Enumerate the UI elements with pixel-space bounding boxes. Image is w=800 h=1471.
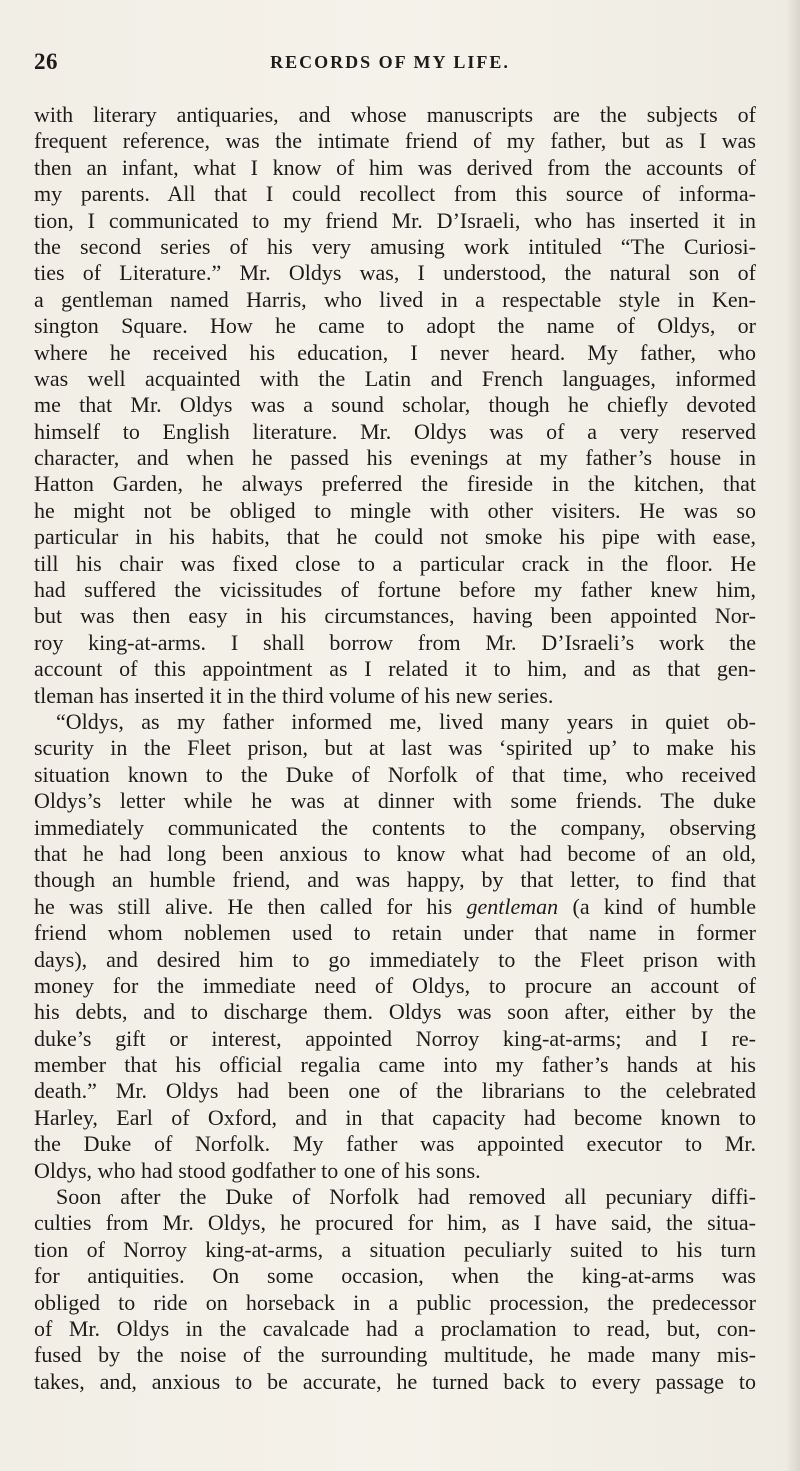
text-line: of Mr. Oldys in the cavalcade had a proclamation to read, but, con- [34, 1315, 756, 1341]
body-text [34, 102, 756, 1422]
text-line: tleman has inserted it in the third volume of his new series. [34, 682, 554, 708]
text-line: a gentleman named Harris, who lived in a respectable style in Ken- [34, 286, 756, 312]
text-line: that he had long been anxious to know what had become of an old, [34, 840, 756, 866]
text-line [34, 1395, 756, 1421]
text-line: friend whom noblemen used to retain under that name in former [34, 920, 756, 946]
text-line: was well acquainted with the Latin and French languages, informed [34, 365, 756, 391]
text-line: the second series of his very amusing work intituled “The Curiosi- [34, 233, 756, 259]
text-line: where he received his education, I never heard. My father, who [34, 339, 756, 365]
text-line: takes, and, anxious to be accurate, he turned back to every passage to [34, 1368, 756, 1394]
text-line: though an humble friend, and was happy, by that letter, to find that [34, 867, 756, 893]
text-line: till his chair was fixed close to a particular crack in the floor. He [34, 550, 756, 576]
text-line: Hatton Garden, he always preferred the fireside in the kitchen, that [34, 471, 756, 497]
text-line: “Oldys, as my father informed me, lived many years in quiet ob- [56, 708, 756, 734]
text-line: days), and desired him to go immediately to the Fleet prison with [34, 946, 756, 972]
text-line: his debts, and to discharge them. Oldys was soon after, either by the [34, 999, 756, 1025]
text-line: me that Mr. Oldys was a sound scholar, though he chiefly devoted [34, 392, 756, 418]
text-line: tion of Norroy king-at-arms, a situation peculiarly suited to his turn [34, 1236, 756, 1262]
text-line: he might not be obliged to mingle with other visiters. He was so [34, 497, 756, 523]
text-line: Soon after the Duke of Norfolk had removed all pecuniary diffi- [56, 1184, 756, 1210]
page-number: 26 [34, 49, 58, 74]
text-line: character, and when he passed his evenings at my father’s house in [34, 445, 756, 471]
running-head: RECORDS OF MY LIFE. [270, 52, 510, 72]
text-line: member that his official regalia came into my father’s hands at his [34, 1052, 756, 1078]
text-line: Harley, Earl of Oxford, and in that capacity had become known to [34, 1104, 756, 1130]
text-line: my parents. All that I could recollect from this source of informa- [34, 181, 756, 207]
text-line: roy king-at-arms. I shall borrow from Mr. D’Israeli’s work the [34, 629, 756, 655]
text-line: had suffered the vicissitudes of fortune before my father knew him, [34, 577, 756, 603]
text-line: with literary antiquaries, and whose manuscripts are the subjects of [34, 102, 756, 127]
text-line: fused by the noise of the surrounding multitude, he made many mis- [34, 1342, 756, 1368]
text-line: ties of Literature.” Mr. Oldys was, I understood, the natural son of [34, 260, 756, 286]
text-line: but was then easy in his circumstances, having been appointed Nor- [34, 603, 756, 629]
text-line: himself to English literature. Mr. Oldys was of a very reserved [34, 418, 756, 444]
text-line: scurity in the Fleet prison, but at last was ‘spirited up’ to make his [34, 735, 756, 761]
text-line: Oldys, who had stood godfather to one of his sons. [34, 1157, 481, 1183]
text-line: the Duke of Norfolk. My father was appointed executor to Mr. [34, 1131, 756, 1157]
text-line: then an infant, what I know of him was derived from the accounts of [34, 154, 756, 180]
page-header [34, 49, 746, 79]
text-line: obliged to ride on horseback in a public procession, the predecessor [34, 1289, 756, 1315]
text-line: death.” Mr. Oldys had been one of the librarians to the celebrated [34, 1078, 756, 1104]
text-line: culties from Mr. Oldys, he procured for him, as I have said, the situa- [34, 1210, 756, 1236]
text-line: situation known to the Duke of Norfolk of that time, who received [34, 761, 756, 787]
page-edge-shadow [786, 0, 800, 1471]
text-line: for antiquities. On some occasion, when the king-at-arms was [34, 1263, 756, 1289]
text-line: account of this appointment as I related it to him, and as that gen- [34, 656, 756, 682]
text-line: Oldys’s letter while he was at dinner with some friends. The duke [34, 788, 756, 814]
text-line: frequent reference, was the intimate friend of my father, but as I was [34, 128, 756, 154]
text-line: particular in his habits, that he could not smoke his pipe with ease, [34, 524, 756, 550]
text-line: he was still alive. He then called for his gentleman (a kind of humble [34, 893, 756, 919]
text-line: duke’s gift or interest, appointed Norroy king-at-arms; and I re- [34, 1025, 756, 1051]
italic-word: gentleman [466, 893, 559, 919]
text-line: immediately communicated the contents to the company, observing [34, 814, 756, 840]
text-line: sington Square. How he came to adopt the name of Oldys, or [34, 313, 756, 339]
text-line: tion, I communicated to my friend Mr. D’Israeli, who has inserted it in [34, 207, 756, 233]
text-line: money for the immediate need of Oldys, to procure an account of [34, 972, 756, 998]
